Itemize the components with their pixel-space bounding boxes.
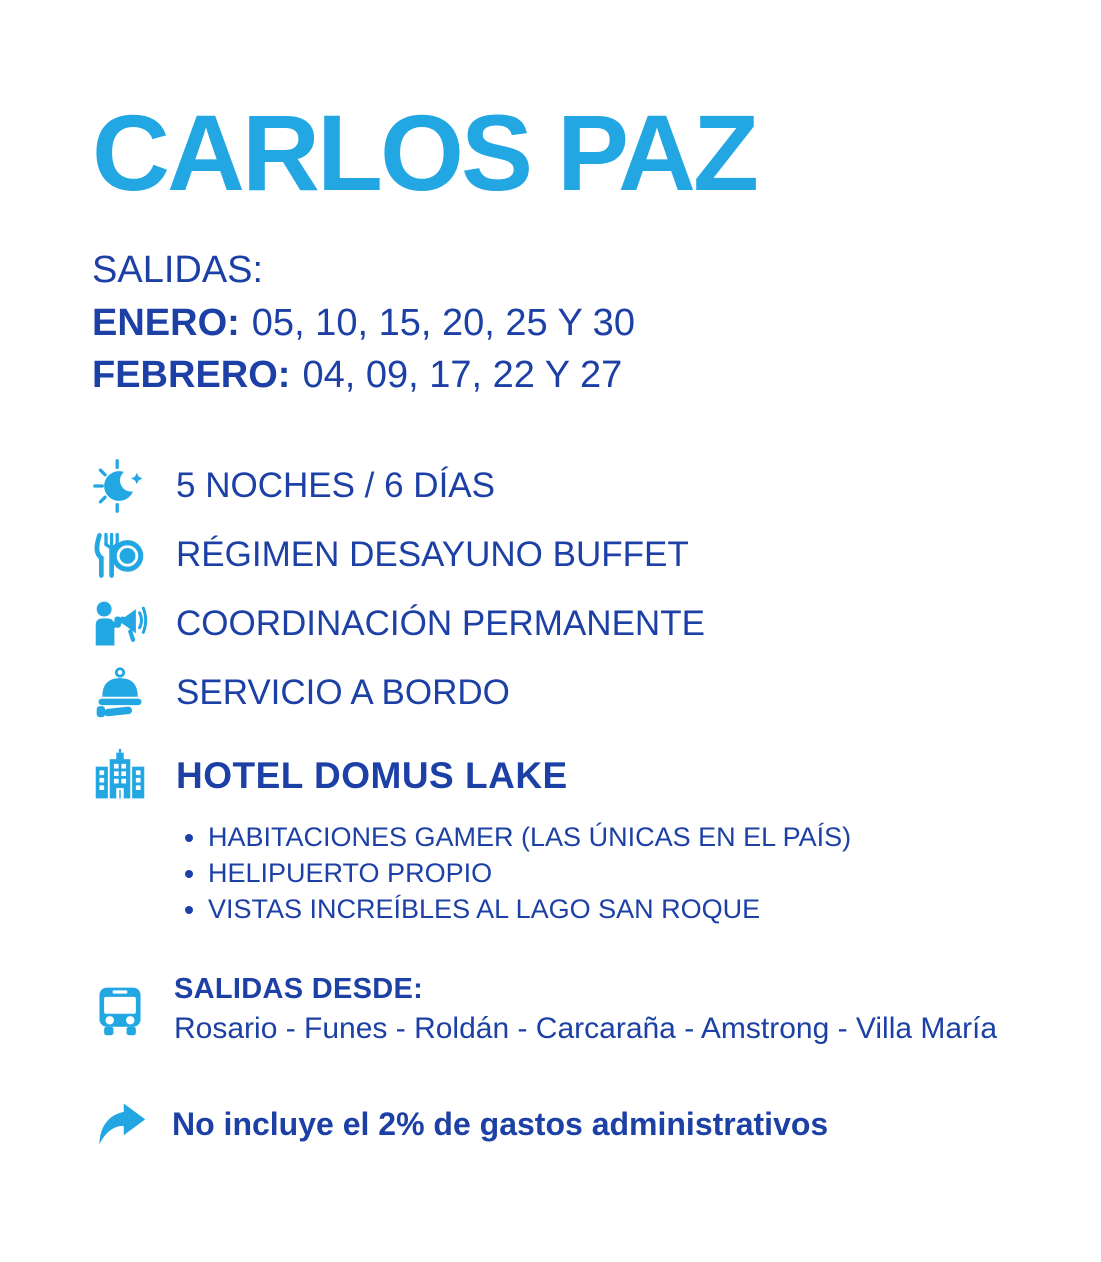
feature-nights <box>92 458 1045 514</box>
salidas-row-febrero <box>92 349 1045 401</box>
feature-label: COORDINACIÓN PERMANENTE <box>176 603 705 643</box>
feature-coordination <box>92 596 1045 652</box>
departure-dates-section <box>92 244 1045 401</box>
departures-cities: Rosario - Funes - Roldán - Carcaraña - Amstrong - Villa María <box>174 1012 998 1046</box>
megaphone-person-icon <box>92 596 148 652</box>
month-label: FEBRERO: <box>92 354 291 397</box>
salidas-row-enero <box>92 297 1045 349</box>
hotel-name: HOTEL DOMUS LAKE <box>176 754 568 796</box>
month-dates: 04, 09, 17, 22 Y 27 <box>302 354 623 397</box>
feature-label: 5 NOCHES / 6 DÍAS <box>176 465 495 505</box>
hotel-bullet: • HABITACIONES GAMER (LAS ÚNICAS EN EL PAÍS) <box>208 819 1045 855</box>
departures-heading: SALIDAS DESDE: <box>174 973 424 1006</box>
hotel-bullet: • HELIPUERTO PROPIO <box>208 855 1045 891</box>
bus-icon <box>92 980 148 1040</box>
month-label: ENERO: <box>92 301 240 344</box>
feature-label: RÉGIMEN DESAYUNO BUFFET <box>176 534 689 574</box>
note-text: No incluye el 2% de gastos administrativos <box>172 1105 829 1142</box>
cloche-hand-icon <box>92 665 148 721</box>
feature-breakfast <box>92 527 1045 583</box>
hotel-building-icon <box>92 748 148 804</box>
salidas-heading: SALIDAS: <box>92 249 264 292</box>
hotel-section <box>92 747 1045 928</box>
departure-cities-text <box>174 973 997 1046</box>
features-list <box>92 458 1045 721</box>
fork-plate-icon <box>92 527 148 583</box>
feature-label: SERVICIO A BORDO <box>176 672 510 712</box>
hotel-bullet-list <box>92 819 1045 928</box>
share-arrow-icon <box>92 1096 148 1152</box>
departure-cities-section <box>92 973 1045 1046</box>
day-night-icon <box>92 458 148 514</box>
hotel-bullet: • VISTAS INCREÍBLES AL LAGO SAN ROQUE <box>208 891 1045 927</box>
admin-fee-note <box>92 1096 1045 1152</box>
page-title: CARLOS PAZ <box>92 92 756 213</box>
hotel-heading-row <box>92 747 1045 805</box>
month-dates: 05, 10, 15, 20, 25 Y 30 <box>251 301 635 344</box>
feature-onboard-service <box>92 665 1045 721</box>
